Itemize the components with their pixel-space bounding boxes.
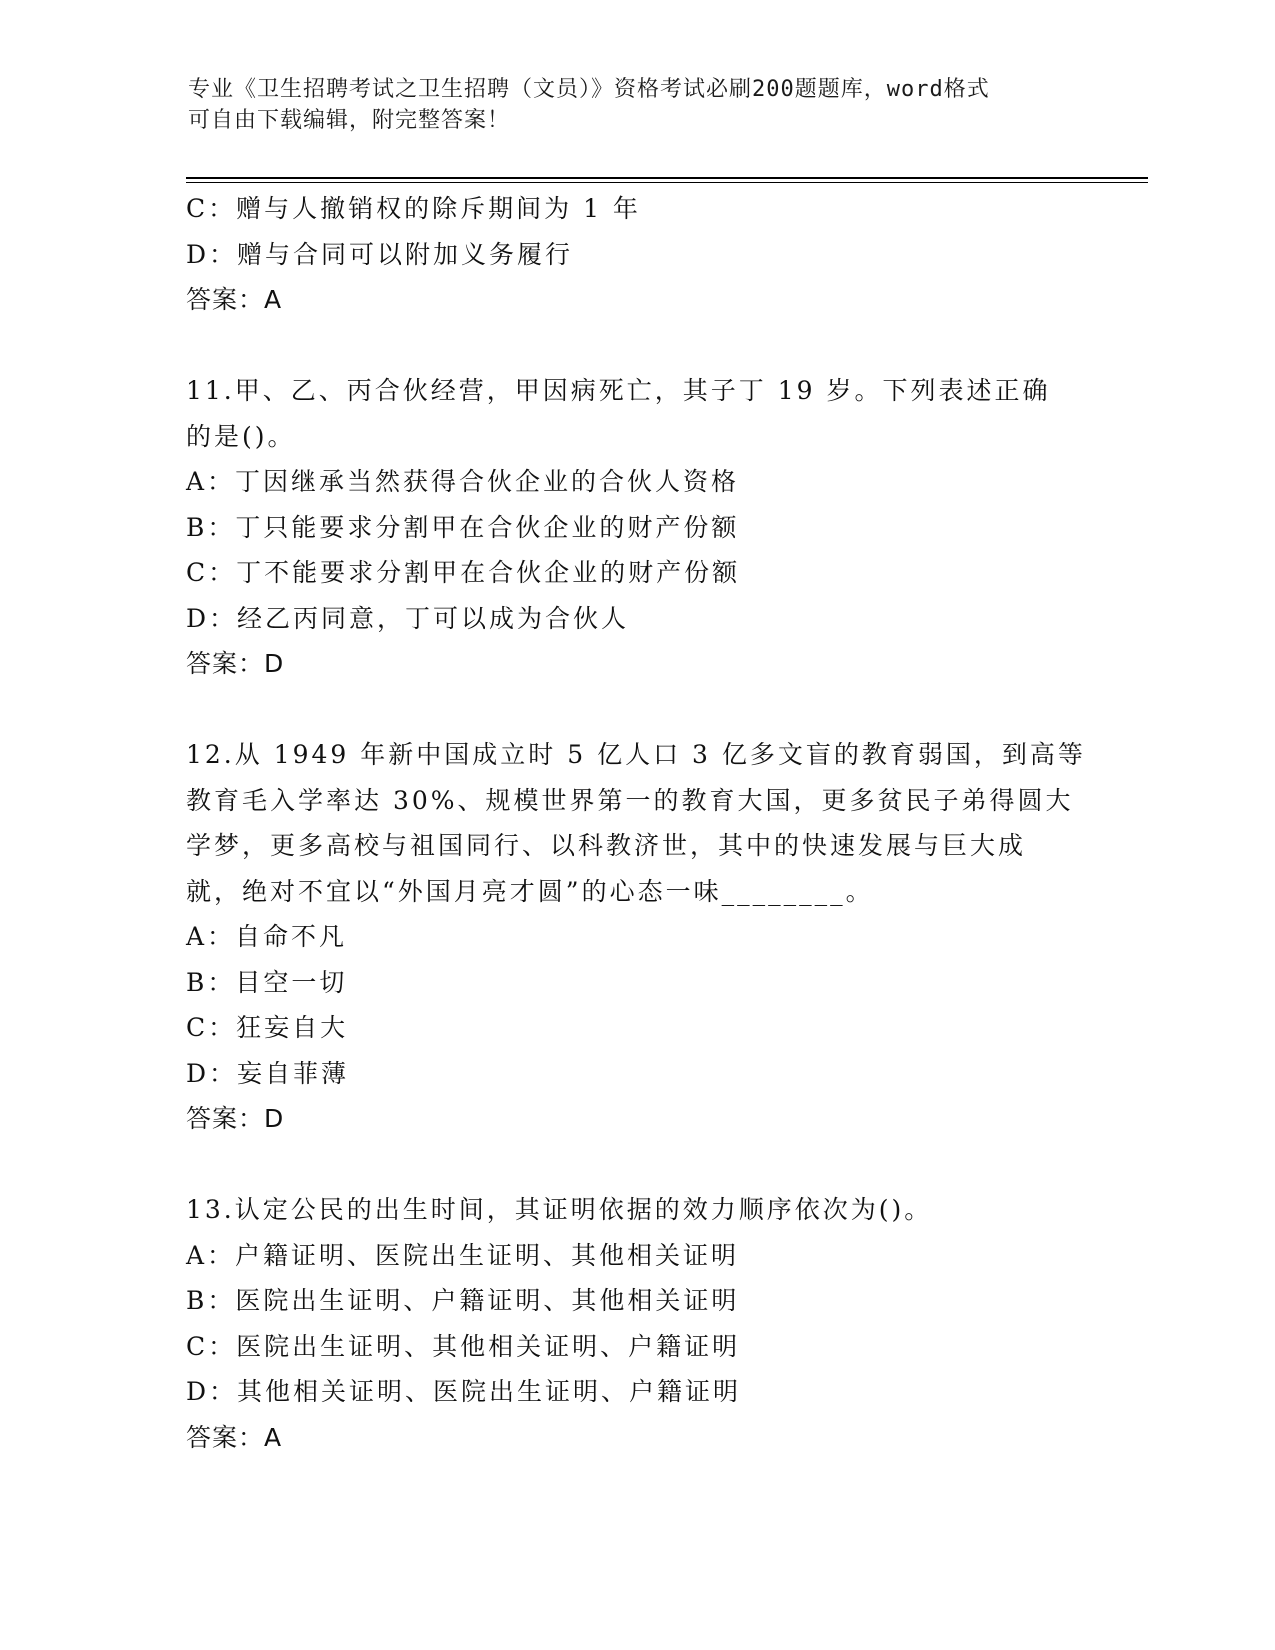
answer-line: 答案：D [186,649,285,678]
header-title-line-2: 可自由下载编辑，附完整答案！ [188,108,511,133]
answer-line: 答案：A [186,285,283,314]
question-stem: 就，绝对不宜以“外国月亮才圆”的心态一味________。 [186,876,874,906]
option-b: B：丁只能要求分割甲在合伙企业的财产份额 [186,512,740,542]
option-c: C：医院出生证明、其他相关证明、户籍证明 [186,1331,741,1361]
option-a: A：户籍证明、医院出生证明、其他相关证明 [186,1240,740,1270]
option-a: A：自命不凡 [186,922,348,951]
question-stem: 12.从 1949 年新中国成立时 5 亿人口 3 亿多文盲的教育弱国，到高等 [186,740,1086,769]
option-d: D：妄自菲薄 [186,1058,350,1088]
option-d: D：经乙丙同意，丁可以成为合伙人 [186,603,630,633]
spacer [186,687,1076,733]
header-divider-thin [186,182,1148,183]
question-stem: 的是()。 [186,421,296,451]
question-12 [186,732,1086,1142]
question-13 [186,1187,1076,1460]
spacer [186,323,1076,369]
option-d: D：其他相关证明、医院出生证明、户籍证明 [186,1377,742,1406]
question-stem: 13.认定公民的出生时间，其证明依据的效力顺序依次为()。 [186,1195,933,1224]
question-stem: 教育毛入学率达 30%、规模世界第一的教育大国，更多贫民子弟得圆大 [186,785,1074,815]
option-b: B：医院出生证明、户籍证明、其他相关证明 [186,1286,740,1315]
answer-line: 答案：D [186,1104,285,1133]
document-header [188,74,1088,136]
option-a: A：丁因继承当然获得合伙企业的合伙人资格 [186,467,740,496]
question-list [186,186,1086,1460]
question-stem: 学梦，更多高校与祖国同行、以科教济世，其中的快速发展与巨大成 [186,831,1027,860]
option-c: C：丁不能要求分割甲在合伙企业的财产份额 [186,558,741,587]
header-divider-thick [186,177,1148,179]
question-11 [186,368,1076,687]
option-d: D：赠与合同可以附加义务履行 [186,239,574,269]
answer-line: 答案：A [186,1422,283,1452]
question-stem: 11.甲、乙、丙合伙经营，甲因病死亡，其子丁 19 岁。下列表述正确 [186,376,1051,405]
question-10-tail [186,186,1076,323]
option-c: C：赠与人撤销权的除斥期间为 1 年 [186,194,641,223]
option-c: C：狂妄自大 [186,1013,349,1042]
option-b: B：目空一切 [186,967,348,997]
header-title-line-1: 专业《卫生招聘考试之卫生招聘（文员）》资格考试必刷200题题库，word格式 [188,77,990,102]
spacer [186,1142,1076,1188]
